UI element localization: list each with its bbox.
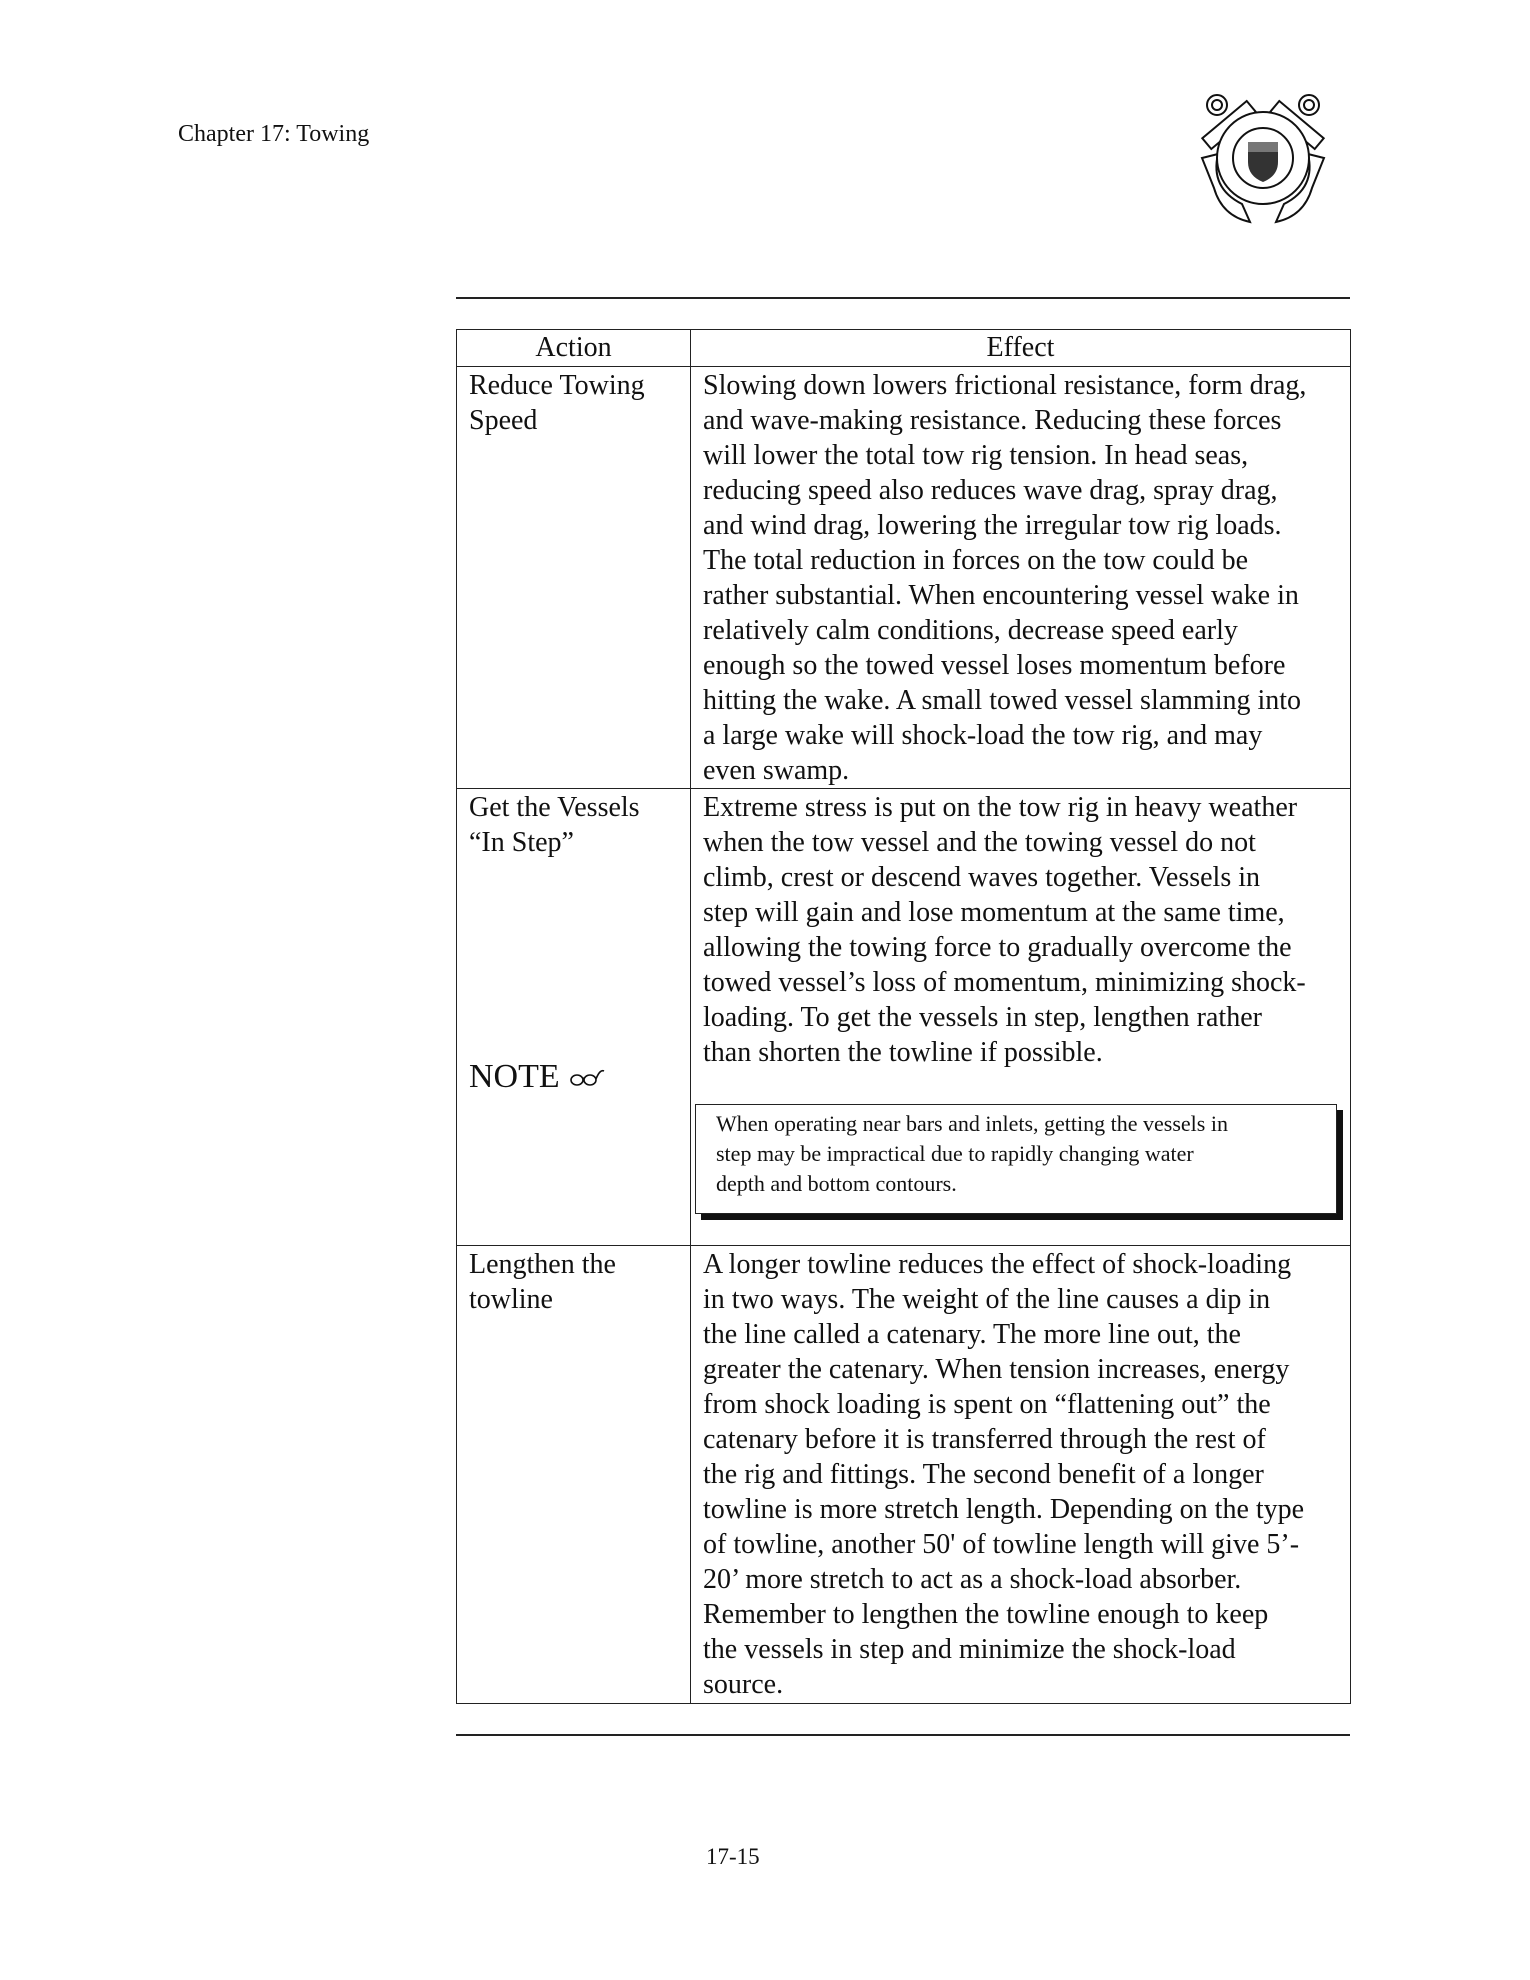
chapter-header: Chapter 17: Towing (178, 121, 370, 147)
note-box: When operating near bars and inlets, getting the vessels in step may be impractical due to rapidly changing water depth and bottom contours. (695, 1104, 1337, 1214)
table-header-row (457, 330, 1351, 367)
eyeglasses-icon (568, 1067, 606, 1087)
note-label (469, 1059, 606, 1094)
action-cell: Lengthen the towline (457, 1246, 691, 1704)
effect-text: Extreme stress is put on the tow rig in heavy weather when the tow vessel and the towing vessel do not climb, crest or descend waves together. Vessels in step will gain and lose momentum at the same time, allowing the towing force to gradually overcome the towed vessel’s loss of momentum, minimizing shock- loading. To get the vessels in step, lengthen rather than shorten the towline if possible. (703, 792, 1306, 1068)
action-effect-table (456, 329, 1351, 1704)
effect-cell: A longer towline reduces the effect of shock-loading in two ways. The weight of the line causes a dip in the line called a catenary. The more line out, the greater the catenary. When tension increases, energy from shock loading is spent on “flattening out” the catenary before it is transferred through the rest of the rig and fittings. The second benefit of a longer towline is more stretch length. Depending on the type of towline, another 50' of towline length will give 5’- 20’ more stretch to act as a shock-load absorber. Remember to lengthen the towline enough to keep the vessels in step and minimize the shock-load source. (691, 1246, 1351, 1704)
table-row (457, 789, 1351, 1246)
table-row (457, 367, 1351, 789)
top-rule (456, 297, 1350, 299)
action-cell (457, 789, 691, 1246)
effect-cell: Slowing down lowers frictional resistance, form drag, and wave-making resistance. Reducing these forces will lower the total tow rig tension. In head seas, reducing speed also reduces wave drag, spray drag, and wind drag, lowering the irregular tow rig loads. The total reduction in forces on the tow could be rather substantial. When encountering vessel wake in relatively calm conditions, decrease speed early enough so the towed vessel loses momentum before hitting the wake. A small towed vessel slamming into a large wake will shock-load the tow rig, and may even swamp. (691, 367, 1351, 789)
action-text: Get the Vessels “In Step” (469, 792, 640, 858)
page-number: 17-15 (706, 1844, 760, 1869)
bottom-rule (456, 1734, 1350, 1736)
column-header-action: Action (457, 330, 691, 367)
note-label-text: NOTE (469, 1058, 560, 1095)
coast-guard-seal-logo (1192, 88, 1334, 224)
column-header-effect: Effect (691, 330, 1351, 367)
effect-cell (691, 789, 1351, 1246)
action-cell: Reduce Towing Speed (457, 367, 691, 789)
table-row (457, 1246, 1351, 1704)
